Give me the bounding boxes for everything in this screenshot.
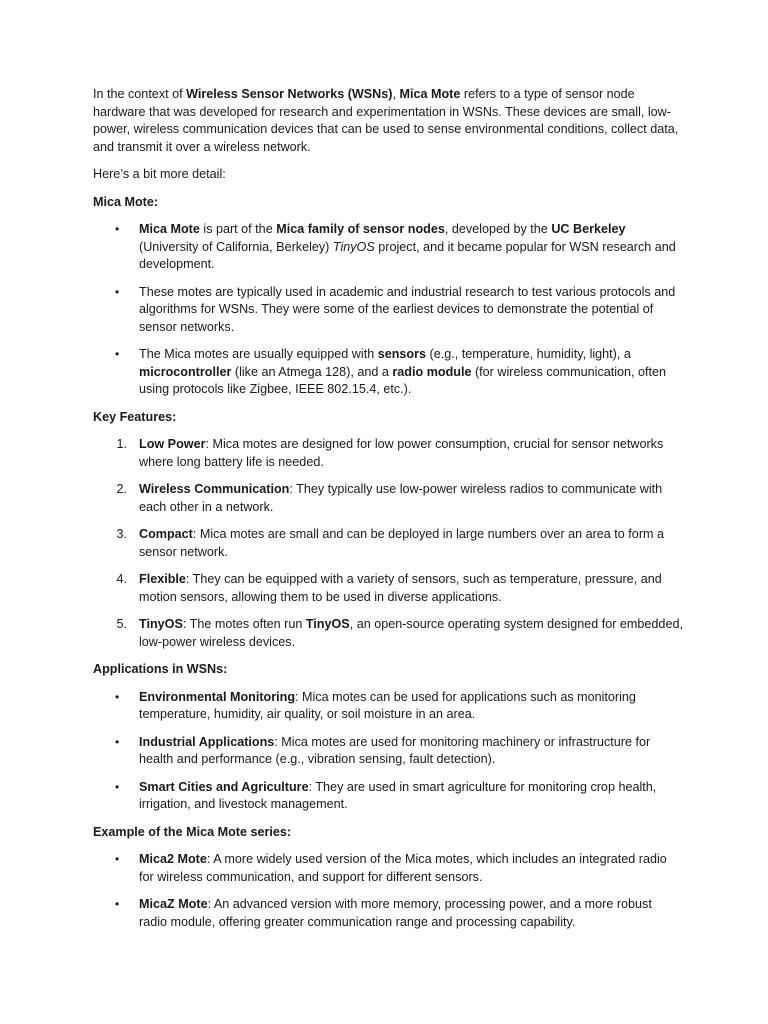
key-features-list — [93, 436, 683, 651]
heading-mica-mote: Mica Mote: — [93, 194, 159, 209]
list-item: • Mica Mote is part of the Mica family of sensor nodes, developed by the UC Berkeley (University of California, Berkeley) TinyOS project, and it became popular for WSN research and development. — [115, 222, 676, 271]
number-marker: 2. — [116, 482, 127, 496]
list-item: 2. Wireless Communication: They typically use low-power wireless radios to communicate with each other in a network. — [93, 481, 683, 516]
number-marker: 4. — [116, 572, 127, 586]
document-page — [93, 86, 683, 941]
mica-mote-list — [93, 221, 683, 399]
number-marker: 3. — [116, 527, 127, 541]
list-item: • These motes are typically used in academic and industrial research to test various protocols and algorithms for WSNs. They were some of the earliest devices to demonstrate the potential of sensor networks. — [115, 284, 676, 334]
list-item: • Mica2 Mote: A more widely used version of the Mica motes, which includes an integrated radio for wireless communication, and support for different sensors. — [115, 852, 667, 884]
list-item: • Smart Cities and Agriculture: They are used in smart agriculture for monitoring crop health, irrigation, and livestock management. — [115, 779, 657, 811]
list-item: • The Mica motes are usually equipped with sensors (e.g., temperature, humidity, light), a microcontroller (like an Atmega 128), and a radio module (for wireless communication, often using protocols like Zigbee, IEEE 802.15.4, etc.). — [115, 347, 667, 396]
bullet-marker: • — [115, 852, 120, 866]
heading-applications: Applications in WSNs: — [93, 662, 228, 676]
bullet-marker: • — [115, 897, 120, 911]
number-marker: 5. — [116, 617, 127, 631]
heading-key-features: Key Features: — [93, 409, 177, 424]
more-detail-text: Here’s a bit more detail: — [93, 167, 226, 181]
number-marker: 1. — [116, 437, 127, 451]
list-item: • Environmental Monitoring: Mica motes can be used for applications such as monitoring temperature, humidity, air quality, or soil moisture in an area. — [115, 689, 636, 721]
bullet-marker: • — [115, 734, 120, 749]
term-wsn: Wireless Sensor Networks (WSNs) — [186, 87, 393, 101]
list-item: • MicaZ Mote: An advanced version with more memory, processing power, and a more robust radio module, offering greater communication range and processing capability. — [115, 897, 652, 929]
intro-paragraph: In the context of Wireless Sensor Networks (WSNs), Mica Mote refers to a type of sensor node hardware that was developed for research and experimentation in WSNs. These devices are small, low-power, wireless communication devices that can be used to sense environmental conditions, collect data, and transmit it over a wireless network. — [93, 87, 679, 154]
bullet-marker: • — [115, 347, 120, 361]
list-item: 1. Low Power: Mica motes are designed for low power consumption, crucial for sensor networks where long battery life is needed. — [93, 436, 683, 471]
list-item: 4. Flexible: They can be equipped with a variety of sensors, such as temperature, pressure, and motion sensors, allowing them to be used in diverse applications. — [93, 571, 683, 606]
heading-examples: Example of the Mica Mote series: — [93, 824, 292, 839]
list-item: • Industrial Applications: Mica motes are used for monitoring machinery or infrastructure for health and performance (e.g., vibration sensing, fault detection). — [115, 734, 651, 766]
list-item: 3. Compact: Mica motes are small and can be deployed in large numbers over an area to form a sensor network. — [93, 526, 683, 561]
bullet-marker: • — [115, 222, 120, 236]
bullet-marker: • — [115, 689, 120, 704]
bullet-marker: • — [115, 284, 120, 299]
list-item: 5. TinyOS: The motes often run TinyOS, an open-source operating system designed for embedded, low-power wireless devices. — [93, 616, 683, 651]
term-mica-mote: Mica Mote — [399, 87, 461, 101]
examples-list — [93, 851, 683, 931]
applications-list — [93, 689, 683, 814]
bullet-marker: • — [115, 779, 120, 794]
